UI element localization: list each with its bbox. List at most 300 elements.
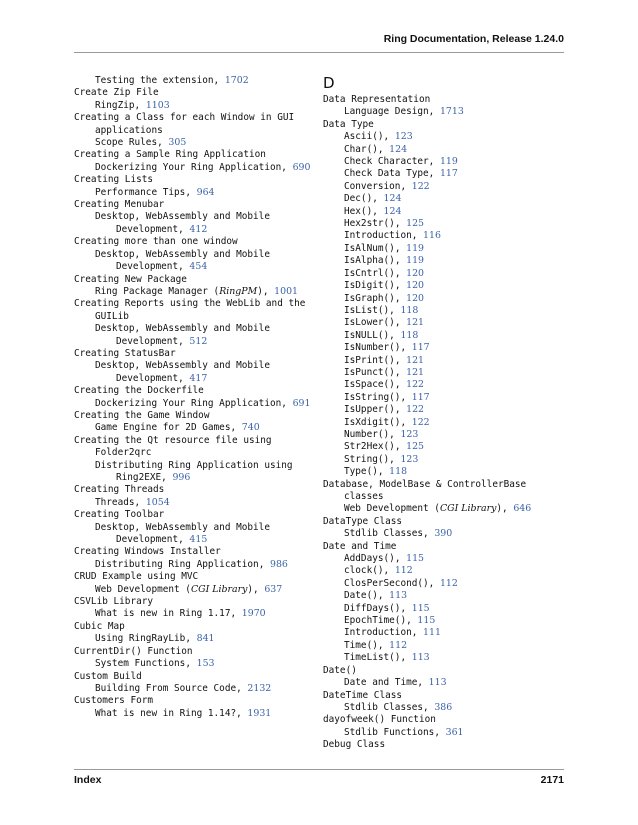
entry-text: Dockerizing Your Ring Application [95, 161, 282, 173]
page-link[interactable]: 412 [189, 223, 208, 235]
entry-separator: , [394, 404, 407, 416]
page-link[interactable]: 117 [411, 342, 430, 354]
index-term [323, 739, 558, 751]
entry-separator: , [372, 205, 384, 217]
index-term [74, 484, 309, 496]
entry-separator: , [394, 441, 407, 453]
page-link[interactable]: 637 [264, 583, 283, 595]
index-term [74, 112, 309, 137]
entry-text: Distributing Ring Application using Ring2EXE [95, 459, 293, 483]
entry-text: IsPrint() [344, 354, 395, 366]
entry-text: Creating New Package [74, 273, 187, 285]
entry-separator: , [400, 602, 412, 614]
index-term [74, 621, 309, 633]
entry-separator: , [236, 707, 248, 719]
entry-text: Str2Hex() [344, 441, 395, 453]
entry-text: Date and Time [323, 540, 397, 552]
index-subentry [323, 417, 558, 429]
page-link[interactable]: 124 [383, 193, 402, 205]
index-subentry [74, 497, 309, 509]
entry-text: RingZip [95, 99, 135, 111]
page-link[interactable]: 123 [400, 453, 419, 465]
entry-text: Creating Menubar [74, 199, 165, 211]
index-subentry [323, 342, 558, 354]
index-subentry [74, 522, 309, 547]
entry-text: Creating a Class for each Window in GUI applications [74, 112, 295, 136]
index-subentry [323, 330, 558, 342]
index-subentry [74, 559, 309, 571]
index-term [74, 695, 309, 707]
entry-text: Customers Form [74, 695, 154, 707]
page-link[interactable]: 386 [434, 701, 453, 713]
index-term [74, 646, 309, 658]
page-link[interactable]: 646 [513, 503, 532, 515]
entry-separator: , [502, 503, 514, 515]
page-link[interactable]: 390 [434, 528, 453, 540]
index-subentry [323, 565, 558, 577]
entry-text: Char() [344, 143, 378, 155]
page-link[interactable]: 120 [406, 292, 425, 304]
page-link[interactable]: 1054 [145, 496, 170, 508]
entry-separator: , [394, 553, 407, 565]
entry-text: Check Character [344, 156, 429, 168]
entry-text: Introduction [344, 230, 412, 242]
index-subentry [323, 392, 558, 404]
page-link[interactable]: 512 [189, 335, 208, 347]
entry-text: Web Development ( [95, 583, 191, 595]
entry-text: Dockerizing Your Ring Application [95, 397, 282, 409]
entry-text: Data Type [323, 118, 374, 130]
entry-text: TimeList() [344, 652, 401, 664]
entry-separator: , [400, 416, 412, 428]
page-link[interactable]: 1001 [274, 285, 299, 297]
page-link[interactable]: 1103 [145, 99, 170, 111]
page-link[interactable]: 964 [196, 186, 215, 198]
entry-separator: , [394, 379, 407, 391]
entry-text: IsLower() [344, 317, 395, 329]
index-subentry [74, 360, 309, 385]
index-term [74, 174, 309, 186]
index-term [323, 541, 558, 553]
index-subentry [74, 286, 309, 298]
entry-italic-text: RingPM [219, 285, 258, 297]
page-link[interactable]: 740 [241, 422, 260, 434]
entry-text: Type() [344, 466, 378, 478]
entry-text: IsUpper() [344, 404, 395, 416]
entry-separator: , [394, 317, 407, 329]
entry-separator: , [383, 565, 395, 577]
running-header-title: Ring Documentation, Release 1.24.0 [383, 33, 564, 45]
page-link[interactable]: 361 [445, 726, 464, 738]
index-subentry [323, 305, 558, 317]
entry-separator: , [383, 131, 395, 143]
entry-separator: , [423, 528, 435, 540]
index-subentry [323, 590, 558, 602]
index-subentry [74, 100, 309, 112]
index-subentry [74, 683, 309, 695]
entry-text: Ring Package Manager ( [95, 285, 220, 297]
entry-text: IsAlpha() [344, 255, 395, 267]
entry-separator: , [213, 75, 225, 86]
index-term [323, 119, 558, 131]
page-link[interactable]: 123 [400, 428, 419, 440]
entry-text: CurrentDir() Function [74, 645, 193, 657]
page-link[interactable]: 118 [389, 466, 408, 478]
index-subentry [323, 230, 558, 242]
index-term [323, 94, 558, 106]
index-subentry [323, 367, 558, 379]
entry-separator: , [377, 143, 390, 155]
entry-text: Creating the Dockerfile [74, 385, 204, 397]
index-subentry [323, 293, 558, 305]
entry-separator: , [394, 218, 407, 230]
index-subentry [323, 218, 558, 230]
entry-text: Scope Rules [95, 137, 158, 149]
index-subentry [323, 379, 558, 391]
entry-separator: , [134, 496, 146, 508]
entry-text-after: ) [496, 503, 503, 515]
entry-text: Web Development ( [344, 503, 440, 515]
entry-separator: , [417, 677, 429, 689]
index-term [323, 516, 558, 528]
entry-separator: , [178, 534, 190, 546]
entry-text: Creating StatusBar [74, 347, 176, 359]
index-subentry [74, 211, 309, 236]
page-link[interactable]: 113 [389, 590, 408, 602]
index-subentry [323, 553, 558, 565]
index-subentry [74, 323, 309, 348]
footer-rule [74, 769, 564, 770]
index-subentry [323, 193, 558, 205]
page-link[interactable]: 996 [172, 472, 191, 483]
entry-text: Date and Time [344, 677, 418, 689]
page-link[interactable]: 122 [411, 416, 430, 428]
letter-heading-d: D [323, 74, 335, 92]
index-subentry [74, 584, 309, 596]
index-term [74, 671, 309, 683]
entry-text: Creating Threads [74, 484, 165, 496]
entry-separator: , [428, 577, 440, 589]
entry-italic-text: CGI Library [439, 503, 497, 515]
entry-text: DateTime Class [323, 689, 403, 701]
index-subentry [323, 429, 558, 441]
index-term [74, 435, 309, 460]
entry-separator: , [411, 230, 424, 242]
page-link[interactable]: 115 [406, 553, 425, 565]
index-subentry [323, 627, 558, 639]
entry-separator: , [185, 186, 197, 198]
entry-separator: , [394, 280, 407, 292]
entry-text: Creating the Qt resource file using Folder2qrc [74, 434, 272, 459]
index-subentry [323, 355, 558, 367]
entry-text: Creating Lists [74, 174, 154, 186]
index-subentry [74, 162, 309, 174]
page-link[interactable]: 125 [406, 441, 425, 453]
page-link[interactable]: 305 [168, 137, 187, 149]
index-term [74, 348, 309, 360]
page-link[interactable]: 120 [406, 267, 425, 279]
entry-separator: , [394, 242, 407, 254]
page-link[interactable]: 115 [411, 602, 430, 614]
entry-text: Create Zip File [74, 87, 159, 99]
entry-italic-text: CGI Library [190, 583, 248, 595]
entry-text: Stdlib Classes [344, 701, 424, 713]
entry-text: IsNumber() [344, 342, 401, 354]
entry-text: IsGraph() [344, 292, 395, 304]
entry-text: Database, ModelBase & ControllerBase classes [323, 478, 527, 502]
page-link[interactable]: 117 [439, 168, 458, 180]
entry-separator: , [157, 137, 169, 149]
entry-text: IsSpace() [344, 379, 395, 391]
page-link[interactable]: 691 [292, 397, 311, 409]
entry-separator: , [389, 329, 401, 341]
index-subentry [323, 156, 558, 168]
entry-text: Custom Build [74, 670, 142, 682]
page-link[interactable]: 112 [439, 577, 458, 589]
entry-separator: , [394, 255, 407, 267]
index-term [74, 87, 309, 99]
page-link[interactable]: 112 [389, 639, 408, 651]
index-subentry [323, 280, 558, 292]
index-subentry [74, 75, 309, 87]
index-subentry [323, 131, 558, 143]
index-term [74, 546, 309, 558]
entry-text: Performance Tips [95, 186, 186, 198]
index-subentry [323, 404, 558, 416]
footer-section-label: Index [74, 774, 102, 786]
entry-text: DiffDays() [344, 602, 401, 614]
entry-text: Creating a Sample Ring Application [74, 149, 266, 161]
entry-separator: , [394, 267, 407, 279]
entry-text: Stdlib Classes [344, 528, 424, 540]
index-subentry [323, 528, 558, 540]
entry-text: Threads [95, 496, 135, 508]
page-link[interactable]: 121 [406, 354, 425, 366]
index-subentry [323, 181, 558, 193]
entry-text: Language Design [344, 106, 429, 118]
entry-text: IsList() [344, 304, 390, 316]
entry-text: Building From Source Code [95, 682, 237, 694]
index-subentry [323, 206, 558, 218]
page-link[interactable]: 1970 [241, 608, 266, 620]
index-subentry [323, 466, 558, 478]
entry-separator: , [185, 633, 197, 645]
index-subentry [323, 268, 558, 280]
entry-separator: , [230, 608, 242, 620]
entry-text: Dec() [344, 193, 373, 205]
index-term [74, 385, 309, 397]
entry-text: dayofweek() Function [323, 714, 436, 726]
index-subentry [323, 441, 558, 453]
entry-text: AddDays() [344, 553, 395, 565]
entry-separator: , [258, 558, 270, 570]
entry-text: Introduction [344, 627, 412, 639]
page-link[interactable]: 119 [406, 255, 425, 267]
entry-text: Time() [344, 639, 378, 651]
index-column-right [323, 75, 558, 752]
index-term [74, 199, 309, 211]
index-term [323, 479, 558, 504]
index-term [74, 410, 309, 422]
entry-text: String() [344, 453, 390, 465]
entry-separator: , [389, 428, 401, 440]
page-link[interactable]: 2132 [247, 682, 272, 694]
entry-separator: , [185, 658, 197, 670]
page-link[interactable]: 119 [406, 242, 425, 254]
index-subentry [323, 702, 558, 714]
entry-text: Ascii() [344, 131, 384, 143]
entry-text: IsString() [344, 391, 401, 403]
index-subentry [74, 398, 309, 410]
entry-separator: , [428, 168, 440, 180]
entry-text-after: ) [257, 285, 263, 297]
page-link[interactable]: 986 [269, 558, 288, 570]
page-link[interactable]: 121 [406, 366, 425, 378]
entry-text: Date() [344, 590, 378, 602]
entry-separator: , [428, 106, 440, 118]
entry-separator: , [236, 682, 248, 694]
page-link[interactable]: 118 [400, 329, 419, 341]
entry-separator: , [400, 652, 412, 664]
entry-text: What is new in Ring 1.17 [95, 608, 231, 620]
page-link[interactable]: 122 [406, 379, 425, 391]
entry-text: Creating Windows Installer [74, 546, 221, 558]
page-link[interactable]: 417 [189, 372, 208, 384]
entry-text-after: ) [247, 583, 254, 595]
page-link[interactable]: 121 [406, 317, 425, 329]
entry-text: IsCntrl() [344, 267, 395, 279]
entry-text: EpochTime() [344, 615, 407, 627]
page-link[interactable]: 113 [411, 652, 430, 664]
page-link[interactable]: 1713 [439, 106, 464, 118]
entry-separator: , [262, 285, 275, 297]
page-link[interactable]: 118 [400, 304, 419, 316]
entry-separator: , [377, 590, 390, 602]
index-subentry [323, 255, 558, 267]
entry-separator: , [178, 261, 190, 273]
index-term [323, 665, 558, 677]
page-link[interactable]: 122 [411, 180, 430, 192]
entry-text: Conversion [344, 180, 401, 192]
entry-text: DataType Class [323, 515, 403, 527]
entry-text: Debug Class [323, 739, 386, 751]
index-subentry [323, 677, 558, 689]
entry-text: IsAlNum() [344, 242, 395, 254]
index-subentry [323, 243, 558, 255]
index-subentry [323, 640, 558, 652]
page-link[interactable]: 111 [423, 627, 441, 639]
entry-text: System Functions [95, 658, 186, 670]
entry-separator: , [389, 453, 401, 465]
entry-separator: , [406, 615, 418, 627]
entry-separator: , [281, 397, 293, 409]
entry-text: CSVLib Library [74, 596, 154, 608]
index-term [74, 274, 309, 286]
page-link[interactable]: 690 [292, 161, 311, 173]
index-subentry [323, 317, 558, 329]
footer-page-number: 2171 [540, 774, 564, 786]
entry-text: Distributing Ring Application [95, 558, 259, 570]
page-link[interactable]: 115 [417, 615, 436, 627]
entry-separator: , [178, 223, 190, 235]
page-link[interactable]: 1931 [247, 707, 272, 719]
index-term [74, 298, 309, 323]
page-link[interactable]: 119 [439, 156, 458, 168]
index-term [74, 596, 309, 608]
entry-text: Number() [344, 428, 390, 440]
index-subentry [323, 144, 558, 156]
entry-text: Hex2str() [344, 218, 395, 230]
entry-text: Game Engine for 2D Games [95, 422, 231, 434]
page-link[interactable]: 125 [406, 218, 425, 230]
index-subentry [323, 615, 558, 627]
entry-text: Data Representation [323, 94, 431, 105]
page-link[interactable]: 1702 [224, 75, 249, 86]
entry-text: Date() [323, 664, 357, 676]
entry-text: Desktop, WebAssembly and Mobile Development [95, 521, 270, 546]
entry-separator: , [394, 366, 407, 378]
entry-text: Cubic Map [74, 620, 125, 632]
entry-text: Testing the extension [95, 75, 214, 86]
index-term [323, 714, 558, 726]
page-link[interactable]: 153 [196, 658, 215, 670]
entry-separator: , [377, 466, 390, 478]
entry-separator: , [372, 193, 384, 205]
entry-text: Check Data Type [344, 168, 429, 180]
entry-separator: , [400, 391, 412, 403]
index-subentry [323, 168, 558, 180]
page-link[interactable]: 123 [394, 131, 413, 143]
page-link[interactable]: 454 [189, 261, 208, 273]
entry-text: IsNULL() [344, 329, 390, 341]
entry-text: Creating Toolbar [74, 509, 165, 521]
entry-text: IsXdigit() [344, 416, 401, 428]
entry-separator: , [423, 701, 435, 713]
index-subentry [74, 137, 309, 149]
entry-text: IsPunct() [344, 366, 395, 378]
entry-separator: , [178, 372, 190, 384]
entry-separator: , [400, 180, 412, 192]
page-link[interactable]: 120 [406, 280, 425, 292]
index-subentry [74, 460, 309, 485]
page-link[interactable]: 841 [196, 633, 215, 645]
index-term [74, 236, 309, 248]
page-link[interactable]: 116 [423, 230, 441, 242]
entry-separator: , [389, 304, 401, 316]
page-link[interactable]: 122 [406, 404, 425, 416]
entry-text: Desktop, WebAssembly and Mobile Development [95, 360, 270, 384]
page-link[interactable]: 124 [389, 143, 408, 155]
index-subentry [74, 187, 309, 199]
index-column-left [74, 75, 309, 720]
page-link[interactable]: 415 [189, 534, 208, 546]
entry-separator: , [230, 422, 242, 434]
index-subentry [323, 454, 558, 466]
page-link[interactable]: 112 [394, 565, 413, 577]
entry-text: Creating Reports using the WebLib and the GUILib [74, 298, 306, 322]
index-subentry [74, 249, 309, 274]
entry-separator: , [134, 99, 146, 111]
index-subentry [323, 727, 558, 739]
entry-text: Using RingRayLib [95, 633, 186, 645]
page-link[interactable]: 117 [411, 391, 430, 403]
index-subentry [74, 422, 309, 434]
page-link[interactable]: 113 [428, 677, 447, 689]
page-link[interactable]: 124 [383, 205, 402, 217]
index-term [74, 149, 309, 161]
entry-separator: , [434, 726, 446, 738]
entry-text: Stdlib Functions [344, 726, 435, 738]
